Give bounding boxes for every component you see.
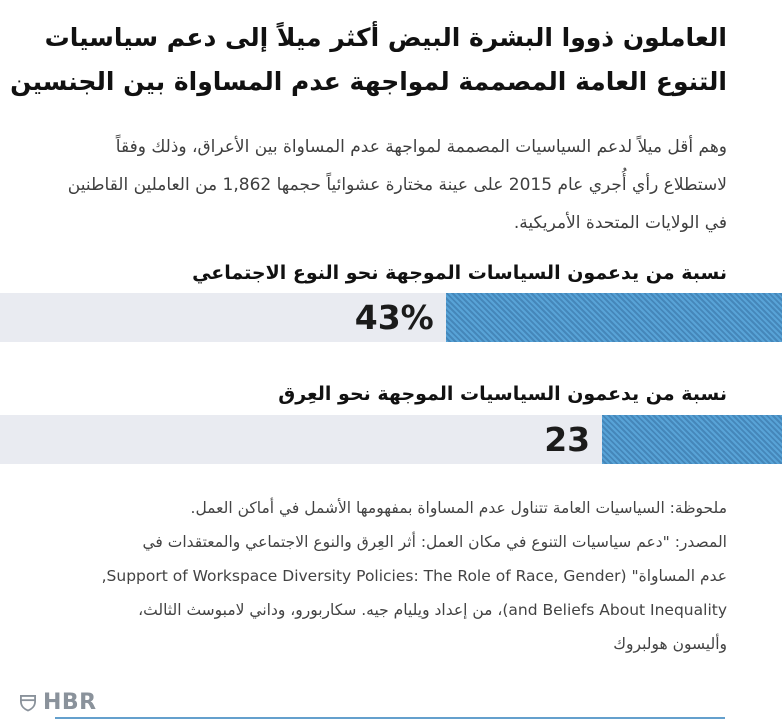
- chart-title-line-1: العاملون ذووا البشرة البيض أكثر ميلاً إلى دعم سياسيات: [44, 23, 727, 52]
- bar-fill-race: [602, 415, 782, 464]
- bar-value-gender: 43%: [354, 298, 434, 337]
- chart-title: [10, 16, 727, 104]
- bar-label-race: نسبة من يدعمون السياسيات الموجهة نحو العِرق: [278, 383, 727, 405]
- hbr-logo-text: HBR: [43, 690, 97, 715]
- source-line-1: المصدر: "دعم سياسيات التنوع في مكان العمل: أثر العِرق والنوع الاجتماعي والمعتقدات في: [142, 533, 727, 551]
- note-line: ملحوظة: السياسيات العامة تتناول عدم المساواة بمفهومها الأشمل في أماكن العمل.: [190, 499, 727, 517]
- source-line-3: and Beliefs About Inequality)، من إعداد ويليام جيه. سكاربورو، وداني لامبوسث الثالث،: [138, 601, 727, 619]
- chart-title-line-2: التنوع العامة المصممة لمواجهة عدم المساواة بين الجنسين: [10, 67, 727, 96]
- chart-subtitle-line-3: في الولايات المتحدة الأمريكية.: [513, 213, 727, 233]
- bar-value-race: 23: [544, 420, 591, 459]
- source-line-4: وأليسون هولبروك: [613, 635, 727, 653]
- chart-subtitle-line-1: وهم أقل ميلاً لدعم السياسيات المصممة لمواجهة عدم المساواة بين الأعراق، وذلك وفقاً: [115, 137, 727, 157]
- bar-label-gender: نسبة من يدعمون السياسات الموجهة نحو النوع الاجتماعي: [192, 262, 727, 284]
- bar-fill-gender: [446, 293, 782, 342]
- hbr-logo: [18, 690, 97, 715]
- chart-subtitle-line-2: لاستطلاع رأي أُجري عام 2015 على عينة مختارة عشوائياً حجمها 1,862 من العاملين القاطنين: [67, 175, 727, 195]
- bar-track-gender: [0, 293, 782, 342]
- source-line-2: عدم المساواة" (Support of Workspace Diversity Policies: The Role of Race, Gender,: [101, 567, 727, 585]
- bar-track-race: [0, 415, 782, 464]
- chart-notes: [40, 491, 727, 661]
- hbr-shield-icon: [18, 693, 38, 713]
- chart-subtitle: [30, 128, 727, 242]
- bottom-accent-rule: [55, 717, 725, 719]
